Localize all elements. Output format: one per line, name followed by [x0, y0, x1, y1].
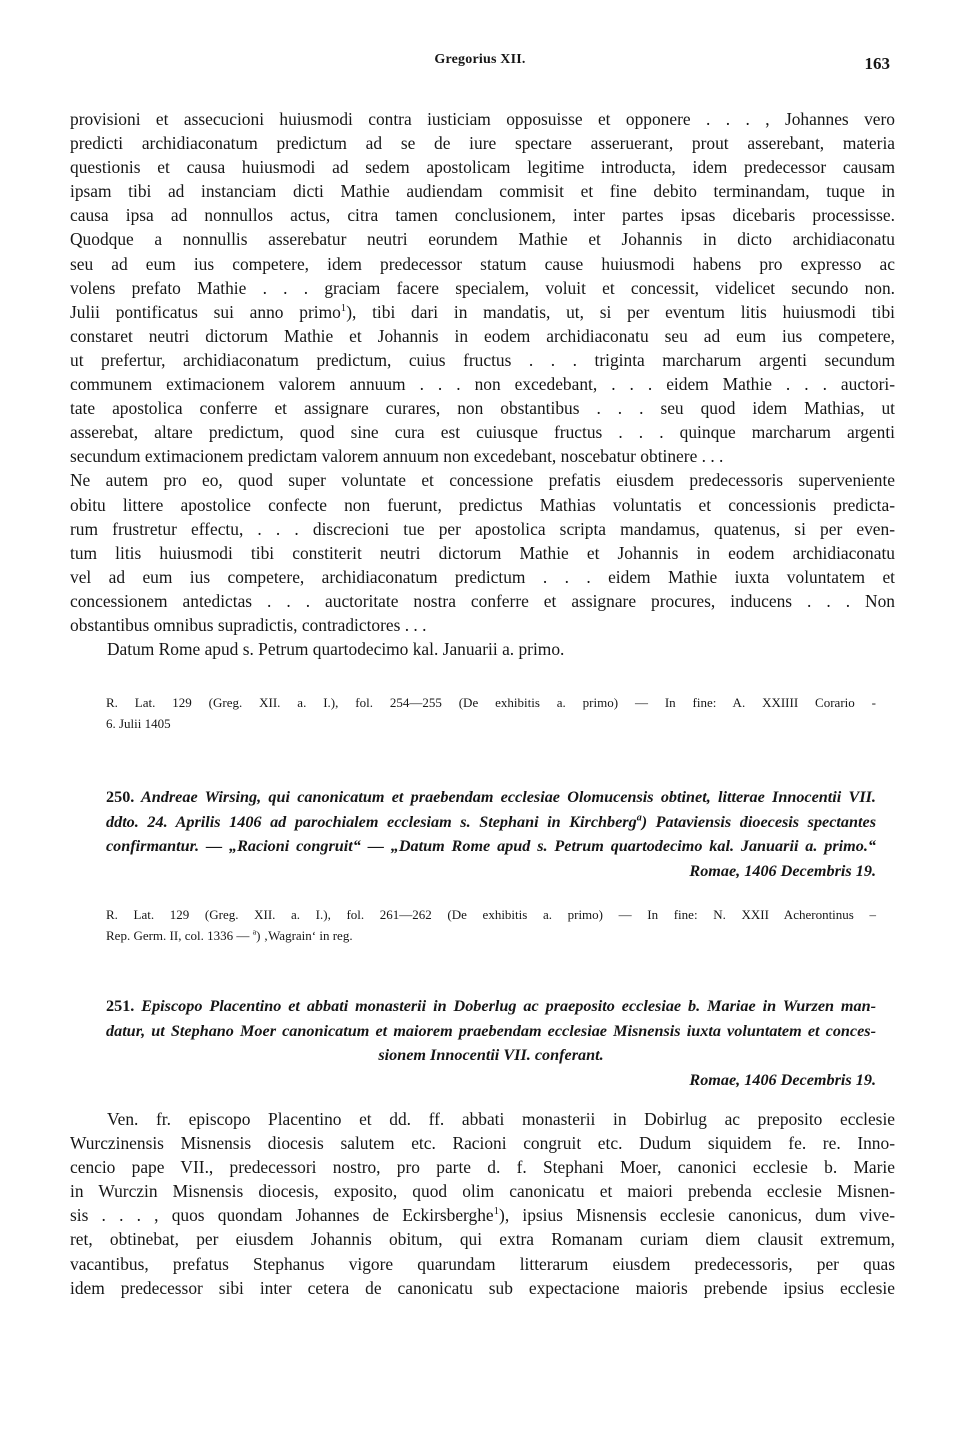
text-line-with-footnote	[70, 300, 895, 324]
running-header: Gregorius XII.	[434, 52, 526, 67]
text-line: rum frustretur effectu, . . . discrecioni tue per apostolica scripta mandamus, quatenus, si per even-	[70, 518, 895, 539]
text-line: constaret neutri dictorum Mathie et Johannis in eodem archidiaconatu seu ad eum ius competere,	[70, 325, 895, 346]
regest-line	[106, 810, 876, 835]
text-line: Wurczinensis Misnensis diocesis salutem etc. Racioni congruit etc. Dudum siquidem fe. re. Inno-	[70, 1133, 895, 1154]
text-fragment: ) Pataviensis dioecesis spectantes	[641, 812, 877, 831]
text-fragment: sis . . . , quos quondam Johannes de Eckirsberghe	[70, 1205, 494, 1226]
text-line: Ne autem pro eo, quod super voluntate et concessione prefatis eiusdem predecessoris superveniente	[70, 470, 895, 491]
text-fragment: Andreae Wirsing, qui canonicatum et praebendam ecclesiae Olomucensis obtinet, litterae Innocentii VII.	[140, 788, 876, 806]
source-note-250	[106, 904, 876, 946]
regest-251	[106, 994, 876, 1092]
text-line: volens prefato Mathie . . . graciam facere specialem, voluit et concessit, videlicet secundo non.	[70, 277, 895, 298]
text-line: obstantibus omnibus supradictis, contradictores . . .	[70, 614, 427, 635]
page-number: 163	[864, 54, 890, 73]
source-line: R. Lat. 129 (Greg. XII. a. I.), fol. 261—262 (De exhibitis a. primo) — In fine: N. XXII Acherontinus –	[106, 907, 876, 922]
source-line: R. Lat. 129 (Greg. XII. a. I.), fol. 254—255 (De exhibitis a. primo) — In fine: A. XXIIII Corario -	[106, 695, 876, 710]
text-line: tate apostolica conferre et assignare curares, non obstantibus . . . seu quod idem Mathias, ut	[70, 398, 895, 419]
regest-line	[106, 785, 876, 810]
text-line: obitu littere apostolice confecte non fuerunt, predictus Mathias voluntatis et concessionis predicta-	[70, 494, 895, 515]
source-line: 6. Julii 1405	[106, 716, 171, 731]
regest-date: Romae, 1406 Decembris 19.	[689, 1070, 876, 1089]
footnote-marker: a	[636, 812, 642, 824]
dating-clause: Datum Rome apud s. Petrum quartodecimo kal. Januarii a. primo.	[107, 639, 565, 660]
text-fragment: Rep. Germ. II, col. 1336 —	[106, 928, 253, 943]
text-line: Ven. fr. episcopo Placentino et dd. ff. abbati monasterii in Dobirlug ac preposito ecclesie	[107, 1109, 895, 1129]
text-line: asserebat, altare predictum, quod sine cura est cuiusque fructus . . . quinque marcharum argenti	[70, 422, 895, 443]
text-fragment: ddto. 24. Aprilis 1406 ad parochialem ecclesiam s. Stephani in Kirchberg	[106, 812, 637, 831]
text-fragment: ), tibi dari in mandatis, ut, si per eventum litis huiusmodi tibi	[346, 301, 895, 322]
footnote-marker: a	[252, 927, 257, 937]
text-line: idem predecessor sibi inter cetera de canonicatu sub expectacione maioris prebende ipsius ecclesie	[70, 1277, 895, 1298]
regest-date: Romae, 1406 Decembris 19.	[689, 861, 876, 880]
regest-250	[106, 785, 876, 883]
text-fragment: Julii pontificatus sui anno primo	[70, 301, 341, 322]
text-line: vacantibus, prefatus Stephanus vigore quarundam litterarum eiusdem predecessoris, per quas	[70, 1253, 895, 1274]
entry-number: 251.	[106, 997, 135, 1015]
text-line-with-footnote	[70, 1203, 895, 1227]
letter-text-249	[70, 107, 895, 661]
text-line: ret, obtinebat, per eiusdem Johannis obitum, qui extra Romanam curiam diem clausit extremum,	[70, 1229, 895, 1250]
letter-text-251	[70, 1107, 895, 1300]
text-fragment: Episcopo Placentino et abbati monasterii in Doberlug ac praeposito ecclesiae b. Mariae in Wurzen man-	[141, 997, 877, 1015]
text-line: vel ad eum ius competere, archidiaconatum predictum . . . eidem Mathie iuxta voluntatem et	[70, 566, 895, 587]
regest-line: datur, ut Stephano Moer canonicatum et maiorem praebendam ecclesiae Misnensis iuxta voluntatem et conces-	[106, 1021, 876, 1040]
regest-line: confirmantur. — „Racioni congruit“ — „Datum Rome apud s. Petrum quartodecimo kal. Januarii a. primo.“	[106, 837, 876, 855]
text-line: causa ipsa ad nonnullos actus, citra tamen conclusionem, inter partes ipsas dicebaris processisse.	[70, 205, 895, 226]
text-line: ut prefertur, archidiaconatum predictum, cuius fructus . . . triginta marcharum argenti secundum	[70, 349, 895, 370]
text-line: in Wurczin Misnensis diocesis, exposito, quod olim canonicatu et maiori prebenda ecclesie Misnen-	[70, 1181, 895, 1202]
text-line: predicti archidiaconatum predictum ad se de iure spectare asseruerant, prout asserebant, materia	[70, 133, 895, 154]
text-line: questionis et causa huiusmodi ad sedem apostolicam legitime introducta, idem predecessor causam	[70, 157, 895, 178]
text-line: provisioni et assecucioni huiusmodi contra iusticiam opposuisse et opponere . . . , Johannes vero	[70, 109, 895, 129]
entry-number: 250.	[106, 788, 135, 806]
regest-line	[106, 994, 876, 1019]
text-fragment: ), ipsius Misnensis ecclesie canonicus, dum vive-	[499, 1205, 895, 1226]
source-note-249	[106, 692, 876, 734]
text-line: cencio pape VII., predecessori nostro, pro parte d. f. Stephani Moer, canonici ecclesie b. Marie	[70, 1157, 895, 1178]
regest-line: sionem Innocentii VII. conferant.	[378, 1046, 604, 1064]
text-line: ipsam tibi ad instanciam dicti Mathie audiendam commisit et fine debito terminandam, tuque in	[70, 181, 895, 202]
text-line: secundum extimacionem predictam valorem annuum non excedebant, noscebatur obtinere . . .	[70, 446, 724, 467]
text-line: Quodque a nonnullis asserebatur neutri eorundem Mathie et Johannis in dicto archidiaconatu	[70, 229, 895, 250]
footnote-marker: 1	[340, 301, 347, 314]
footnote-marker: 1	[493, 1205, 500, 1218]
text-line: communem extimacionem valorem annuum . . . non excedebant, . . . eidem Mathie . . . auctori-	[70, 374, 895, 395]
text-fragment: ) ‚Wagrain‘ in reg.	[256, 928, 353, 943]
text-line: tum litis huiusmodi tibi constiterit neutri dictorum Mathie et Johannis in eodem archidiaconatu	[70, 542, 895, 563]
source-line	[106, 925, 876, 946]
text-line: concessionem antedictas . . . auctoritate nostra conferre et assignare procures, inducens . . . Non	[70, 590, 895, 611]
text-line: seu ad eum ius competere, idem predecessor statum cause huiusmodi habens pro expresso ac	[70, 253, 895, 274]
